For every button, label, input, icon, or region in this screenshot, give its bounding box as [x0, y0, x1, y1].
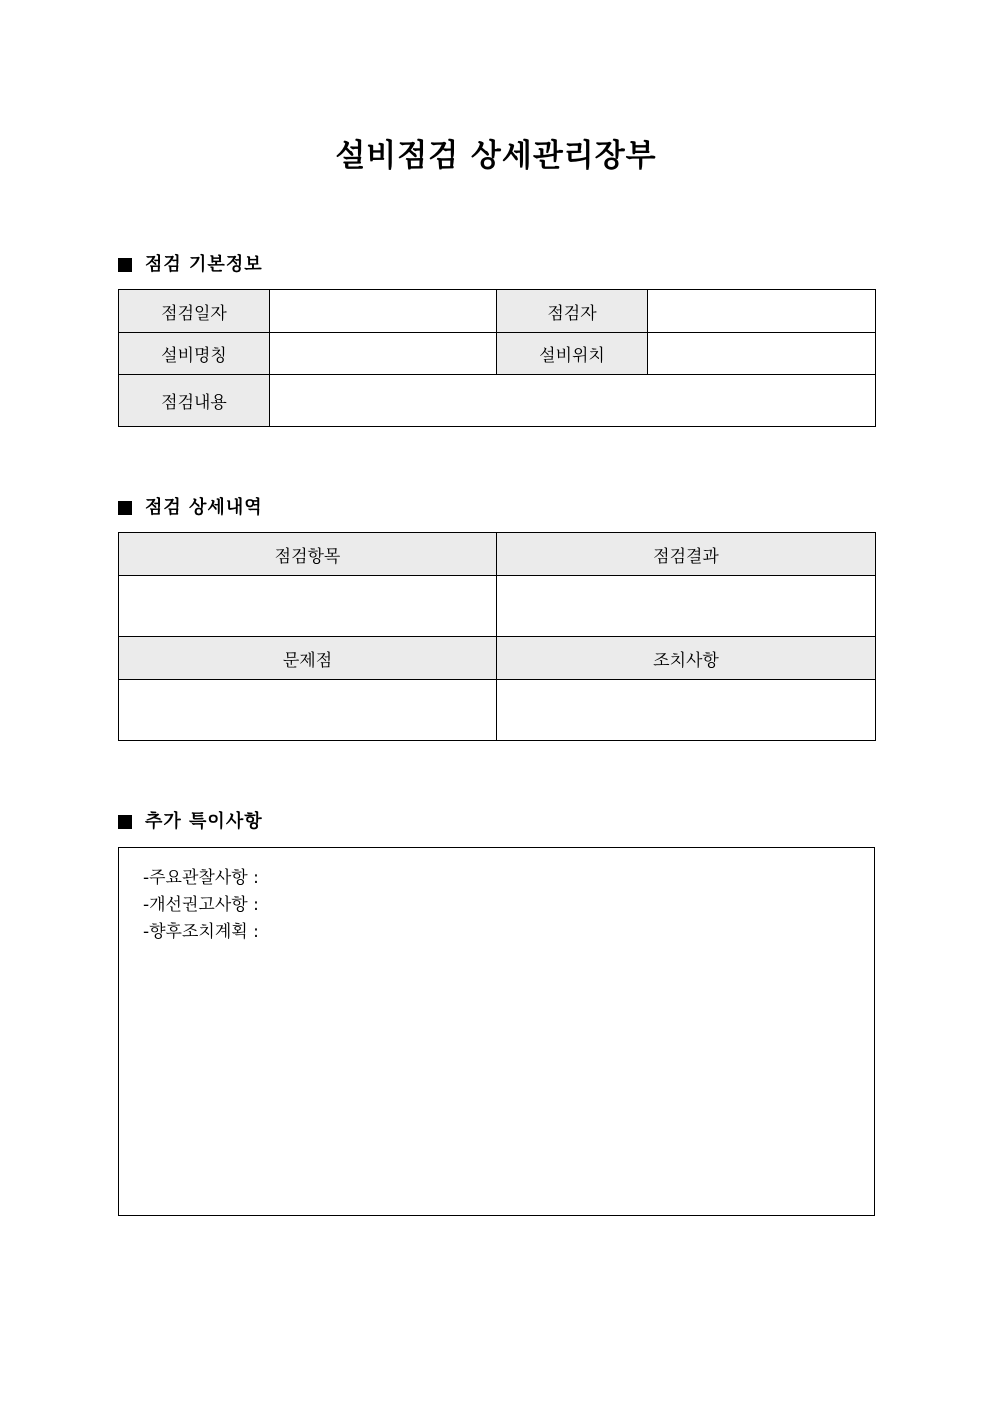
- equipment-name-label: 설비명칭: [119, 333, 270, 375]
- remarks-heading: [118, 810, 263, 834]
- inspection-content-label: 점검내용: [119, 375, 270, 427]
- remarks-heading-text: 추가 특이사항: [145, 811, 263, 832]
- remarks-line-recommendations: -개선권고사항 :: [143, 895, 259, 915]
- table-row: [119, 290, 876, 333]
- equipment-location-field[interactable]: [648, 333, 876, 375]
- inspection-item-field[interactable]: [119, 576, 497, 637]
- action-label: 조치사항: [497, 637, 876, 680]
- remarks-box[interactable]: [118, 847, 875, 1216]
- inspector-label: 점검자: [497, 290, 648, 333]
- problem-label: 문제점: [119, 637, 497, 680]
- inspection-date-field[interactable]: [270, 290, 497, 333]
- basic-info-heading: [118, 253, 263, 277]
- square-bullet-icon: [118, 815, 132, 829]
- action-field[interactable]: [497, 680, 876, 741]
- table-row: [119, 333, 876, 375]
- document-title: 설비점검 상세관리장부: [335, 138, 657, 174]
- equipment-location-label: 설비위치: [497, 333, 648, 375]
- table-row: [119, 375, 876, 427]
- square-bullet-icon: [118, 501, 132, 515]
- details-heading: [118, 496, 263, 520]
- problem-field[interactable]: [119, 680, 497, 741]
- inspection-content-field[interactable]: [270, 375, 876, 427]
- table-row: [119, 637, 876, 680]
- table-row: [119, 680, 876, 741]
- table-row: [119, 533, 876, 576]
- remarks-line-observations: -주요관찰사항 :: [143, 868, 259, 888]
- inspection-date-label: 점검일자: [119, 290, 270, 333]
- inspection-result-field[interactable]: [497, 576, 876, 637]
- inspector-field[interactable]: [648, 290, 876, 333]
- equipment-name-field[interactable]: [270, 333, 497, 375]
- details-heading-text: 점검 상세내역: [145, 497, 263, 518]
- basic-info-table: [118, 289, 876, 427]
- table-row: [119, 576, 876, 637]
- inspection-result-label: 점검결과: [497, 533, 876, 576]
- square-bullet-icon: [118, 258, 132, 272]
- remarks-line-future-plan: -향후조치계획 :: [143, 922, 259, 942]
- basic-info-heading-text: 점검 기본정보: [145, 254, 263, 275]
- details-table: [118, 532, 876, 741]
- inspection-item-label: 점검항목: [119, 533, 497, 576]
